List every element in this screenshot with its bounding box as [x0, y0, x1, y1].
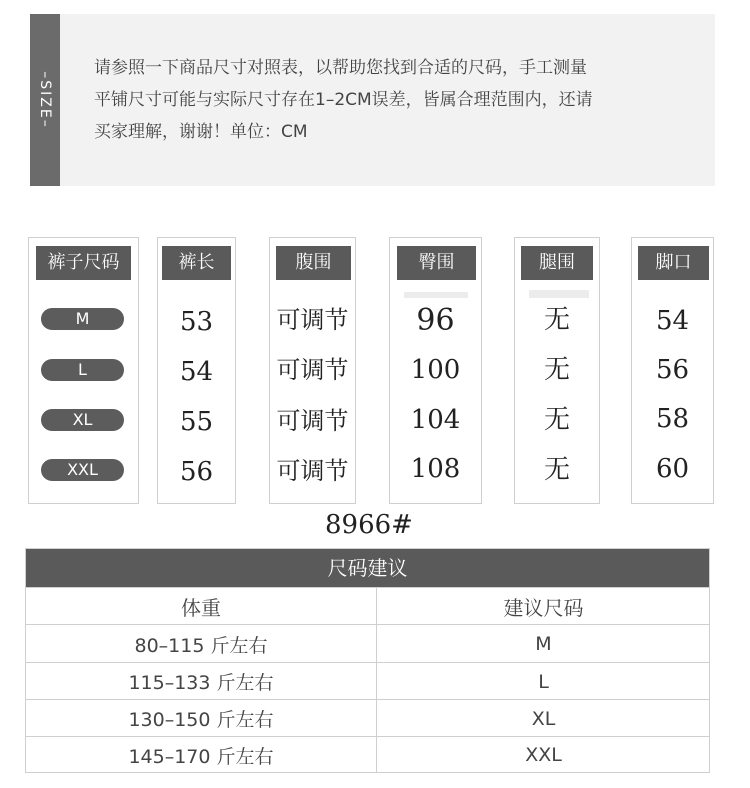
size-cell: XL	[376, 700, 710, 737]
notice-text	[94, 52, 694, 148]
table-row	[26, 699, 709, 737]
column-length	[157, 237, 236, 504]
size-pill: L	[41, 359, 124, 381]
waist-value: 可调节	[276, 407, 349, 435]
table-header-row	[26, 587, 709, 625]
size-cell: M	[376, 625, 710, 663]
weight-cell: 130–150 斤左右	[128, 709, 274, 731]
column-waist	[269, 237, 356, 504]
thigh-value: 无	[543, 405, 570, 435]
column-hem	[631, 237, 714, 504]
header-thigh: 腿围	[521, 246, 593, 280]
notice-line: 请参照一下商品尺寸对照表，以帮助您找到合适的尺码，手工测量	[94, 58, 587, 78]
waist-value: 可调节	[276, 356, 349, 384]
header-hem: 脚口	[638, 246, 709, 280]
size-recommendation-table	[25, 548, 710, 773]
size-notice	[30, 14, 715, 186]
column-hip	[389, 237, 482, 504]
table-row	[26, 624, 709, 663]
table-row	[26, 736, 709, 773]
thigh-value: 无	[543, 455, 570, 485]
length-value: 55	[179, 407, 214, 437]
size-cell: XXL	[376, 737, 710, 773]
hem-value: 58	[655, 404, 690, 434]
thigh-divider	[529, 290, 589, 298]
waist-value: 可调节	[276, 457, 349, 485]
thigh-value: 无	[543, 355, 570, 385]
recommendation-title: 尺码建议	[26, 549, 709, 587]
hem-value: 60	[655, 454, 690, 484]
header-length: 裤长	[162, 246, 231, 280]
hip-value: 96	[416, 303, 455, 338]
notice-line: 平铺尺寸可能与实际尺寸存在1–2CM误差，皆属合理范围内，还请	[94, 90, 593, 110]
size-pill: XL	[41, 409, 124, 431]
hip-value: 100	[410, 355, 461, 385]
hem-value: 54	[655, 306, 690, 336]
header-size: 裤子尺码	[36, 246, 131, 280]
size-cell: L	[376, 663, 710, 700]
length-value: 54	[179, 357, 214, 387]
notice-line: 买家理解，谢谢！单位：CM	[94, 122, 308, 142]
size-pill: XXL	[41, 459, 124, 481]
hip-divider	[404, 292, 468, 298]
weight-cell: 145–170 斤左右	[128, 745, 274, 768]
waist-value: 可调节	[276, 306, 349, 334]
size-side-label: –SIZE–	[37, 71, 53, 129]
hip-value: 104	[410, 405, 461, 435]
size-column-header: 建议尺码	[376, 588, 710, 625]
size-side-tab	[30, 14, 60, 186]
length-value: 56	[179, 457, 214, 487]
column-thigh	[514, 237, 600, 504]
hem-value: 56	[655, 355, 690, 385]
size-pill: M	[41, 308, 124, 330]
weight-cell: 80–115 斤左右	[134, 634, 268, 657]
table-row	[26, 662, 709, 700]
header-waist: 腹围	[276, 246, 351, 280]
model-number: 8966#	[325, 510, 413, 540]
thigh-value: 无	[543, 305, 570, 335]
weight-cell: 115–133 斤左右	[128, 672, 274, 694]
weight-column-header: 体重	[181, 596, 221, 620]
length-value: 53	[179, 307, 214, 337]
column-size	[28, 237, 139, 504]
header-hip: 臀围	[397, 246, 476, 280]
hip-value: 108	[410, 454, 461, 484]
